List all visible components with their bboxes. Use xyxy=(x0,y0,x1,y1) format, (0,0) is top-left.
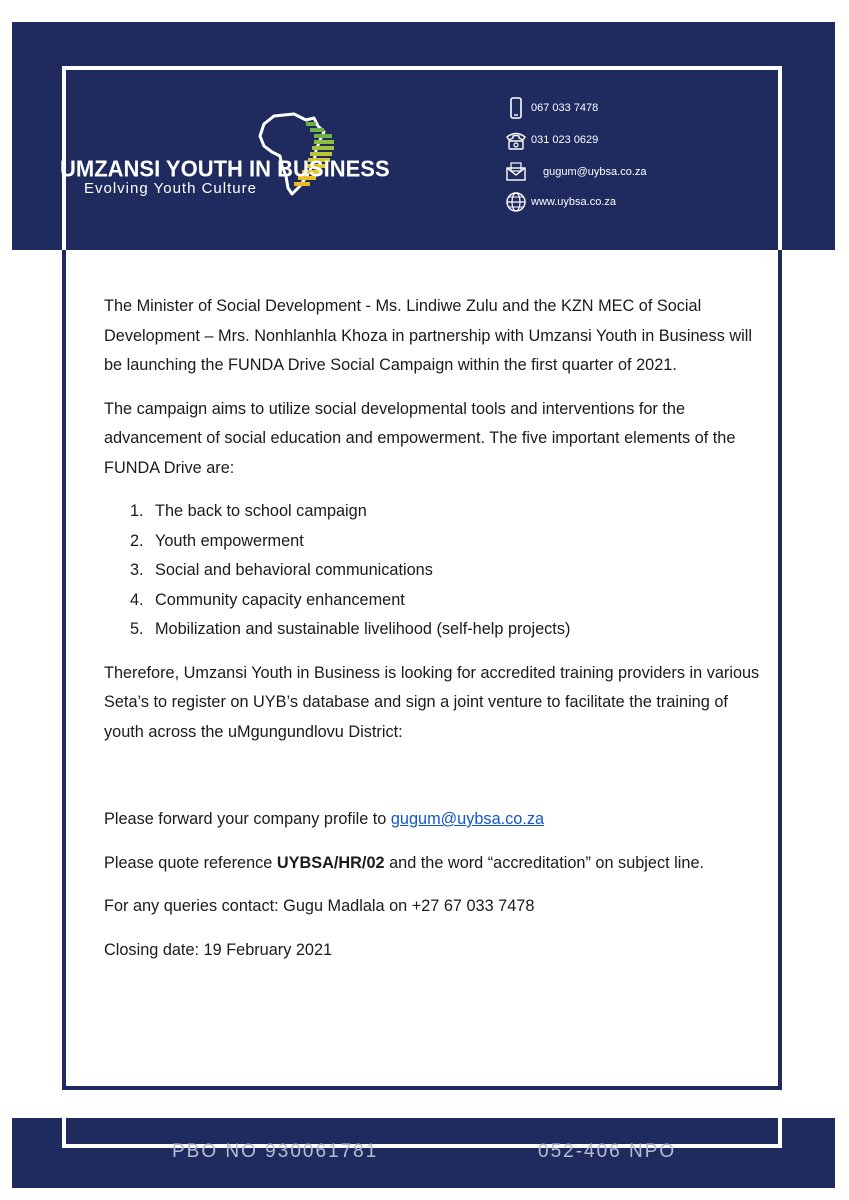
mobile-phone-icon xyxy=(505,97,527,119)
providers-paragraph: Therefore, Umzansi Youth in Business is looking for accredited training providers in various Seta’s to register on UYB’s database and sign a joint venture to facilitate the training of youth across the uMgungundlovu District: xyxy=(104,663,760,741)
list-item: 3. Social and behavioral communications xyxy=(130,561,433,579)
letterhead-footer xyxy=(12,1118,835,1188)
queries-line: For any queries contact: Gugu Madlala on +27 67 033 7478 xyxy=(104,897,535,915)
contact-telephone-text: 031 023 0629 xyxy=(531,134,599,146)
list-item: 2. Youth empowerment xyxy=(130,531,304,550)
forward-line: Please forward your company profile to gugum@uybsa.co.za xyxy=(104,810,545,828)
contact-email[interactable] xyxy=(505,160,647,184)
list-item: 1. The back to school campaign xyxy=(130,502,367,520)
page-frame-left xyxy=(62,250,66,1090)
quote-line: Please quote reference UYBSA/HR/02 and the word “accreditation” on subject line. xyxy=(104,853,705,872)
header-frame-line xyxy=(778,66,782,250)
letter-body xyxy=(104,292,764,979)
contact-telephone xyxy=(505,128,598,152)
logo-title: UMZANSI YOUTH IN BUSINESS xyxy=(60,155,390,182)
campaign-paragraph: The campaign aims to utilize social developmental tools and interventions for the advancement of social education and empowerment. The five important elements of the FUNDA Drive are: xyxy=(104,399,736,477)
contact-website[interactable] xyxy=(505,190,616,214)
npo-number: 052-406 NPO xyxy=(538,1141,677,1162)
contact-website-text[interactable]: www.uybsa.co.za xyxy=(531,196,616,208)
contact-email-text[interactable]: gugum@uybsa.co.za xyxy=(543,166,647,178)
list-item: 5. Mobilization and sustainable livelihood (self-help projects) xyxy=(130,620,571,638)
header-frame-line xyxy=(62,66,782,70)
page-frame-right xyxy=(778,250,782,1090)
company-logo xyxy=(60,110,390,200)
reference-number: UYBSA/HR/02 xyxy=(276,853,385,872)
closing-date: Closing date: 19 February 2021 xyxy=(104,940,333,959)
intro-paragraph: The Minister of Social Development - Ms. Lindiwe Zulu and the KZN MEC of Social Development – Mrs. Nonhlanhla Khoza in partnership with Umzansi Youth in Business will be launching the FUNDA Drive Social Campaign within the first quarter of 2021. xyxy=(104,297,752,374)
logo-subtitle: Evolving Youth Culture xyxy=(84,180,257,197)
globe-icon xyxy=(505,191,527,213)
funda-elements-list xyxy=(104,497,764,645)
contact-mobile-text: 067 033 7478 xyxy=(531,102,599,114)
contact-mobile xyxy=(505,96,598,120)
email-link[interactable]: gugum@uybsa.co.za xyxy=(390,810,545,828)
pbo-number: PBO NO 930061781 xyxy=(172,1141,379,1162)
envelope-icon xyxy=(505,161,527,183)
page-frame-bottom xyxy=(62,1086,782,1090)
list-item: 4. Community capacity enhancement xyxy=(130,590,405,609)
telephone-icon xyxy=(505,129,527,151)
